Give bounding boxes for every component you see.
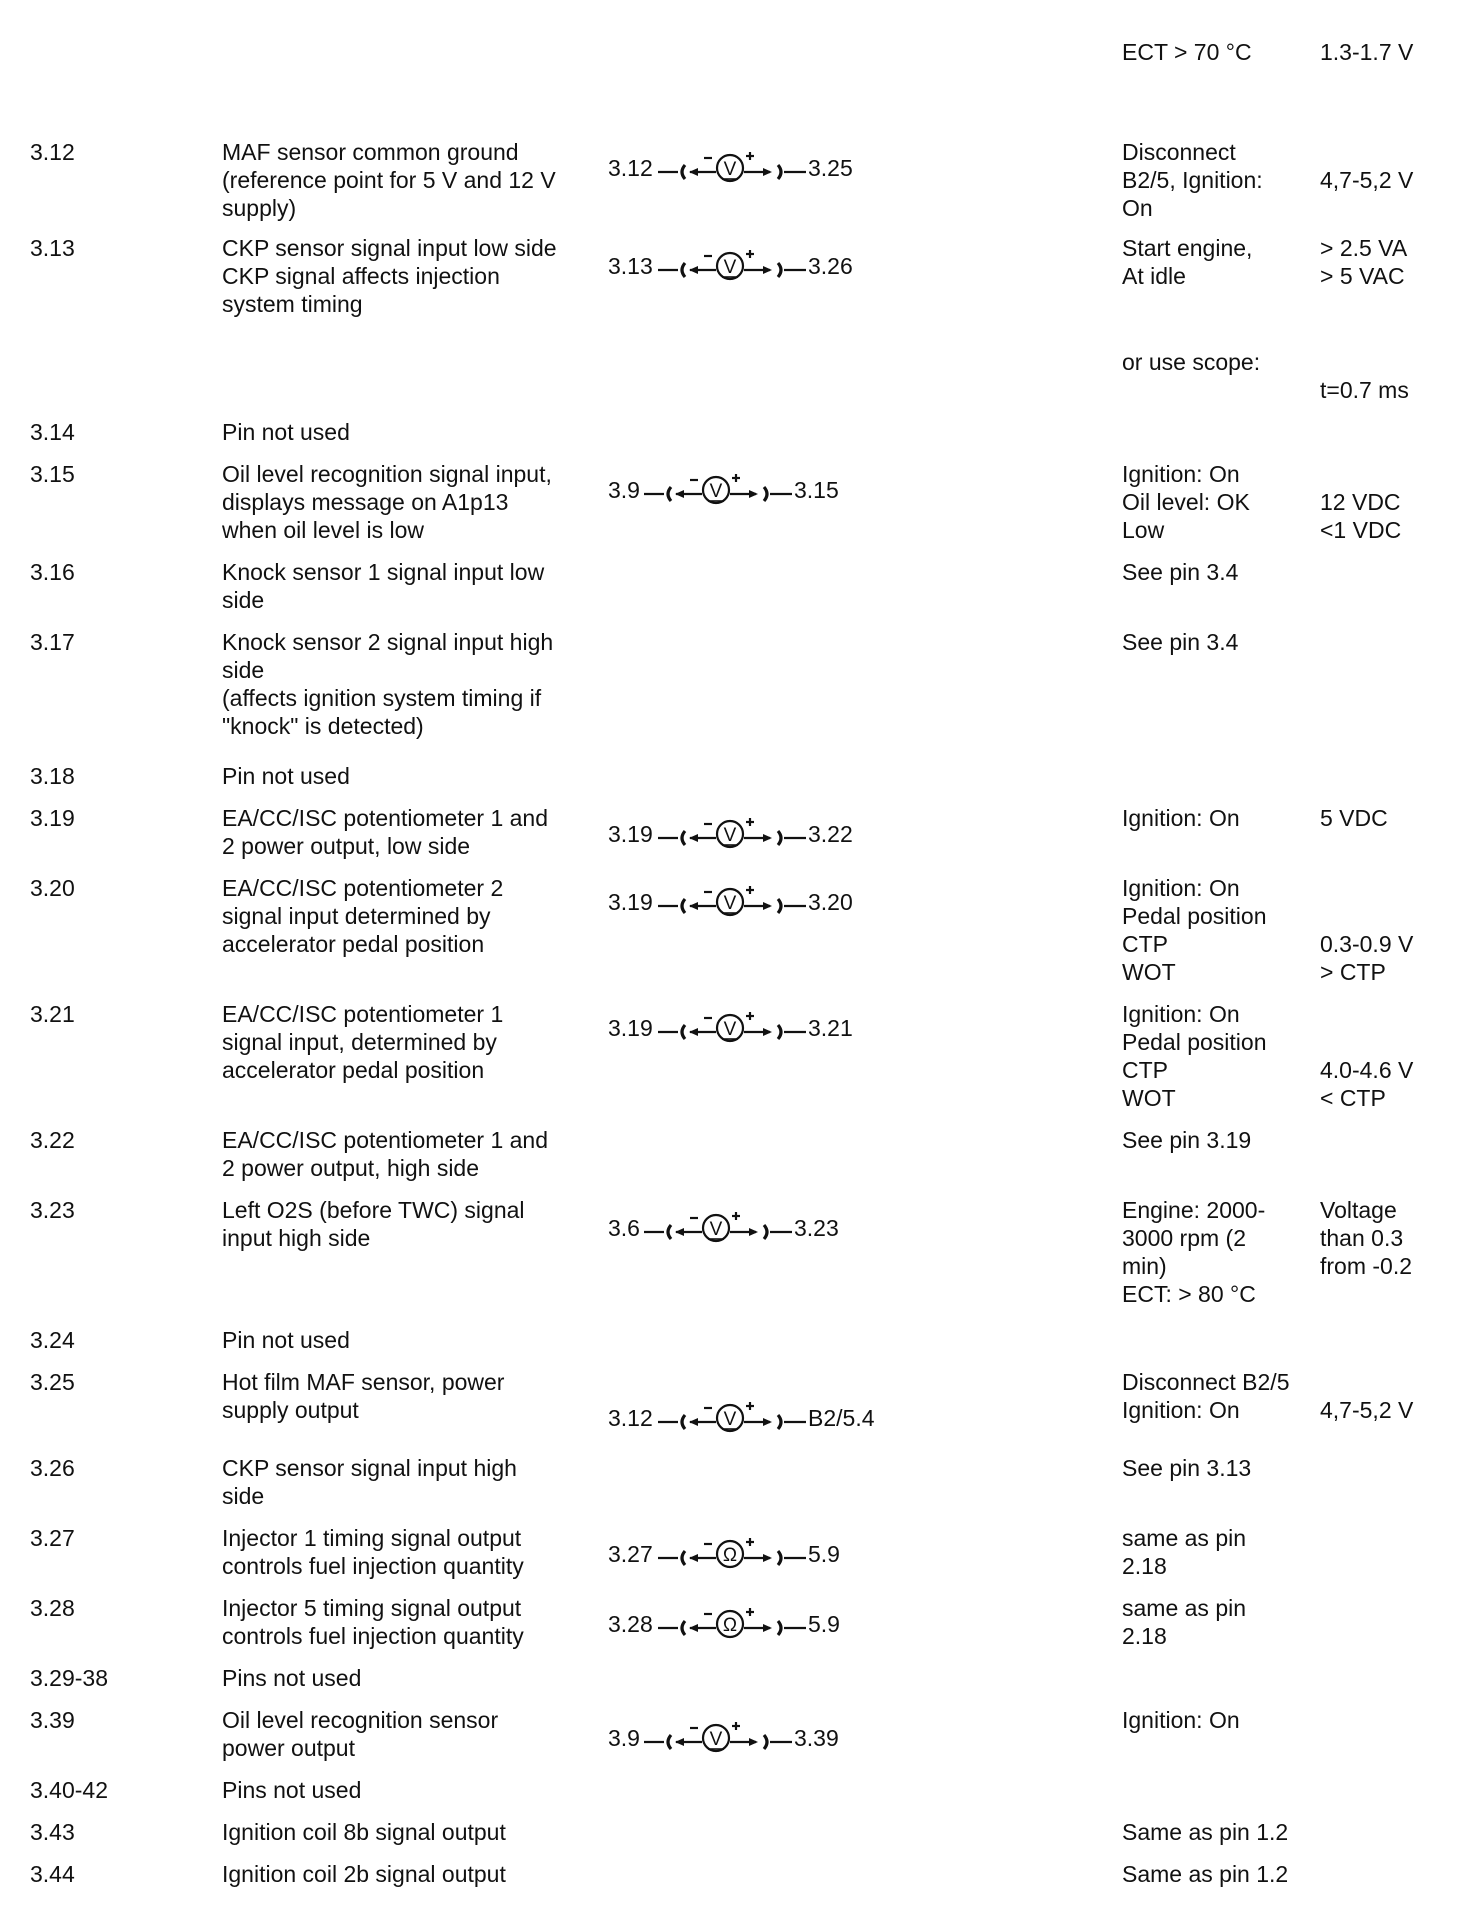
diagram-from-pin: 3.28 <box>608 1611 653 1637</box>
diagram-from-pin: 3.12 <box>608 155 653 181</box>
pin-description <box>222 762 602 790</box>
condition-line: WOT <box>1122 1085 1176 1111</box>
description-line: signal input, determined by <box>222 1029 497 1055</box>
description-line: controls fuel injection quantity <box>222 1623 524 1649</box>
nominal-value <box>1320 460 1472 544</box>
condition-line: Disconnect B2/5 <box>1122 1369 1290 1395</box>
test-condition <box>1122 1524 1312 1580</box>
pin-number: 3.14 <box>30 419 75 445</box>
description-line: supply output <box>222 1397 359 1423</box>
svg-text:Ω: Ω <box>722 1615 738 1636</box>
condition-line: or use scope: <box>1122 349 1261 375</box>
test-condition <box>1122 234 1312 290</box>
nominal-value <box>1320 138 1472 194</box>
diagram-to-pin: 3.23 <box>794 1215 839 1241</box>
test-condition <box>1122 1196 1312 1308</box>
condition-line: Ignition: On <box>1122 1001 1240 1027</box>
description-line: Pins not used <box>222 1665 362 1691</box>
diagram-from-pin: 3.27 <box>608 1541 653 1567</box>
condition-line: Oil level: OK <box>1122 489 1250 515</box>
nominal-value <box>1320 1368 1472 1424</box>
value-line: 4,7-5,2 V <box>1320 1397 1414 1423</box>
test-condition <box>1122 804 1312 832</box>
nominal-value <box>1320 804 1472 832</box>
pin-description <box>222 418 602 446</box>
description-line: "knock" is detected) <box>222 713 424 739</box>
description-line: MAF sensor common ground <box>222 139 519 165</box>
condition-line: WOT <box>1122 959 1176 985</box>
svg-text:V: V <box>723 257 737 278</box>
measurement-diagram <box>608 1008 938 1048</box>
pin-description <box>222 804 602 860</box>
svg-text:V: V <box>709 1729 723 1750</box>
value-line <box>1320 1028 1472 1056</box>
description-line: EA/CC/ISC potentiometer 1 and <box>222 805 548 831</box>
condition-line: B2/5, Ignition: <box>1122 167 1263 193</box>
pin-description <box>222 1706 602 1762</box>
pin-number: 3.19 <box>30 805 75 831</box>
pin-number: 3.20 <box>30 875 75 901</box>
pin-description <box>222 1524 602 1580</box>
condition-line: CTP <box>1122 1057 1168 1083</box>
condition-line: Pedal position <box>1122 903 1267 929</box>
description-line: CKP sensor signal input low side <box>222 235 557 261</box>
value-line: from -0.2 <box>1320 1253 1413 1279</box>
condition-line: Disconnect <box>1122 139 1236 165</box>
description-line: CKP sensor signal input high <box>222 1455 517 1481</box>
pin-description <box>222 1860 602 1888</box>
pin-number: 3.21 <box>30 1001 75 1027</box>
description-line: Oil level recognition sensor <box>222 1707 499 1733</box>
measurement-diagram <box>608 1208 938 1248</box>
pin-description <box>222 234 602 318</box>
diagram-to-pin: 5.9 <box>808 1611 840 1637</box>
test-condition <box>1122 1454 1312 1482</box>
description-line: signal input determined by <box>222 903 491 929</box>
description-line: input high side <box>222 1225 371 1251</box>
condition-line: See pin 3.4 <box>1122 559 1239 585</box>
pin-number: 3.18 <box>30 763 75 789</box>
description-line: accelerator pedal position <box>222 1057 485 1083</box>
condition-line: 2.18 <box>1122 1623 1167 1649</box>
description-line: Injector 1 timing signal output <box>222 1525 522 1551</box>
condition-line: On <box>1122 195 1153 221</box>
diagram-to-pin: 3.15 <box>794 477 839 503</box>
description-line: accelerator pedal position <box>222 931 485 957</box>
value-line: > 2.5 VA <box>1320 235 1408 261</box>
pin-number: 3.24 <box>30 1327 75 1353</box>
description-line: 2 power output, low side <box>222 833 471 859</box>
nominal-value <box>1320 1000 1472 1112</box>
condition-line: Same as pin 1.2 <box>1122 1819 1289 1845</box>
svg-text:V: V <box>709 1219 723 1240</box>
pin-description <box>222 1454 602 1510</box>
pin-number: 3.17 <box>30 629 75 655</box>
pin-description <box>222 874 602 958</box>
pin-number: 3.29-38 <box>30 1665 109 1691</box>
nominal-value <box>1320 874 1472 986</box>
pin-number: 3.26 <box>30 1455 75 1481</box>
svg-text:V: V <box>723 1409 737 1430</box>
pin-description <box>222 460 602 544</box>
test-condition <box>1122 460 1312 544</box>
condition-line: Ignition: On <box>1122 805 1240 831</box>
value-line: 5 VDC <box>1320 805 1388 831</box>
condition-line: Ignition: On <box>1122 875 1240 901</box>
pin-description <box>222 628 602 740</box>
pin-description <box>222 1196 602 1252</box>
value-line: 0.3-0.9 V <box>1320 931 1414 957</box>
condition-line: See pin 3.19 <box>1122 1127 1252 1153</box>
test-condition <box>1122 138 1312 222</box>
condition-line: See pin 3.4 <box>1122 629 1239 655</box>
description-line: Knock sensor 2 signal input high <box>222 629 554 655</box>
measurement-diagram <box>608 882 938 922</box>
measurement-diagram <box>608 1718 938 1758</box>
test-condition <box>1122 558 1312 586</box>
description-line: side <box>222 587 265 613</box>
test-condition <box>1122 348 1312 376</box>
nominal-value <box>1320 234 1472 290</box>
description-line: Ignition coil 8b signal output <box>222 1819 506 1845</box>
diagram-to-pin: 3.21 <box>808 1015 853 1041</box>
value-line: Voltage <box>1320 1197 1397 1223</box>
value-line: 4,7-5,2 V <box>1320 167 1414 193</box>
condition-line: 3000 rpm (2 <box>1122 1225 1247 1251</box>
condition-line: min) <box>1122 1253 1167 1279</box>
test-condition <box>1122 1706 1312 1734</box>
description-line: Ignition coil 2b signal output <box>222 1861 506 1887</box>
svg-text:Ω: Ω <box>722 1545 738 1566</box>
description-line: Left O2S (before TWC) signal <box>222 1197 525 1223</box>
description-line: side <box>222 657 265 683</box>
pin-description <box>222 1594 602 1650</box>
condition-line: See pin 3.13 <box>1122 1455 1252 1481</box>
pin-number: 3.44 <box>30 1861 75 1887</box>
pin-description <box>222 1326 602 1354</box>
description-line: (reference point for 5 V and 12 V <box>222 167 556 193</box>
description-line: Pin not used <box>222 1327 350 1353</box>
description-line: power output <box>222 1735 355 1761</box>
pin-description <box>222 1664 602 1692</box>
pin-description <box>222 1368 602 1424</box>
pin-number: 3.16 <box>30 559 75 585</box>
description-line: Oil level recognition signal input, <box>222 461 552 487</box>
condition-line: ECT: > 80 °C <box>1122 1281 1256 1307</box>
value-line: than 0.3 <box>1320 1225 1404 1251</box>
diagram-from-pin: 3.19 <box>608 889 653 915</box>
test-condition <box>1122 1594 1312 1650</box>
measurement-diagram <box>608 148 938 188</box>
value-line <box>1320 1000 1472 1028</box>
description-line: EA/CC/ISC potentiometer 2 <box>222 875 504 901</box>
value-line <box>1320 348 1472 376</box>
test-condition <box>1122 1126 1312 1154</box>
description-line: EA/CC/ISC potentiometer 1 and <box>222 1127 548 1153</box>
diagram-from-pin: 3.13 <box>608 253 653 279</box>
value-line: > CTP <box>1320 959 1386 985</box>
description-line: (affects ignition system timing if <box>222 685 542 711</box>
diagram-from-pin: 3.12 <box>608 1405 653 1431</box>
description-line: EA/CC/ISC potentiometer 1 <box>222 1001 504 1027</box>
diagram-from-pin: 3.19 <box>608 821 653 847</box>
test-condition <box>1122 1368 1312 1424</box>
condition-line: At idle <box>1122 263 1186 289</box>
condition-line: Ignition: On <box>1122 461 1240 487</box>
pin-number: 3.40-42 <box>30 1777 109 1803</box>
condition-line: Same as pin 1.2 <box>1122 1861 1289 1887</box>
measurement-diagram <box>608 1534 938 1574</box>
pin-number: 3.22 <box>30 1127 75 1153</box>
condition-line: Start engine, <box>1122 235 1253 261</box>
condition-line: Low <box>1122 517 1165 543</box>
svg-text:V: V <box>709 481 723 502</box>
pin-description <box>222 1126 602 1182</box>
condition-line: Engine: 2000- <box>1122 1197 1266 1223</box>
description-line: Pin not used <box>222 419 350 445</box>
condition-line: Ignition: On <box>1122 1707 1240 1733</box>
value-line: < CTP <box>1320 1085 1386 1111</box>
value-line: 12 VDC <box>1320 489 1401 515</box>
diagram-to-pin: B2/5.4 <box>808 1405 875 1431</box>
value-line <box>1320 902 1472 930</box>
condition-line: CTP <box>1122 931 1168 957</box>
pin-number: 3.23 <box>30 1197 75 1223</box>
value-line: > 5 VAC <box>1320 263 1405 289</box>
test-condition <box>1122 628 1312 656</box>
measurement-diagram <box>608 1398 938 1438</box>
svg-text:V: V <box>723 893 737 914</box>
pin-description <box>222 1000 602 1084</box>
description-line: Injector 5 timing signal output <box>222 1595 522 1621</box>
nominal-value <box>1320 1196 1472 1280</box>
description-line: supply) <box>222 195 297 221</box>
svg-text:V: V <box>723 825 737 846</box>
diagram-to-pin: 3.26 <box>808 253 853 279</box>
condition-line: same as pin <box>1122 1595 1247 1621</box>
condition-line: 2.18 <box>1122 1553 1167 1579</box>
pin-number: 3.12 <box>30 139 75 165</box>
description-line: CKP signal affects injection <box>222 263 500 289</box>
test-condition <box>1122 1860 1312 1888</box>
measurement-diagram <box>608 470 938 510</box>
diagram-to-pin: 5.9 <box>808 1541 840 1567</box>
measurement-diagram <box>608 1604 938 1644</box>
svg-text:V: V <box>723 159 737 180</box>
description-line: Pin not used <box>222 763 350 789</box>
value-line <box>1320 138 1472 166</box>
diagram-from-pin: 3.9 <box>608 477 640 503</box>
description-line: side <box>222 1483 265 1509</box>
value-line: <1 VDC <box>1320 517 1402 543</box>
top-condition: ECT > 70 °C <box>1122 39 1252 65</box>
description-line: Knock sensor 1 signal input low <box>222 559 545 585</box>
top-value: 1.3-1.7 V <box>1320 39 1414 65</box>
test-condition <box>1122 1818 1312 1846</box>
pin-number: 3.15 <box>30 461 75 487</box>
diagram-to-pin: 3.22 <box>808 821 853 847</box>
value-line <box>1320 1368 1472 1396</box>
value-line <box>1320 460 1472 488</box>
condition-line: Ignition: On <box>1122 1397 1240 1423</box>
measurement-diagram <box>608 814 938 854</box>
pin-description <box>222 138 602 222</box>
value-line: t=0.7 ms <box>1320 377 1409 403</box>
measurement-diagram <box>608 246 938 286</box>
pin-description <box>222 1776 602 1804</box>
description-line: Hot film MAF sensor, power <box>222 1369 505 1395</box>
pin-number: 3.43 <box>30 1819 75 1845</box>
diagram-from-pin: 3.6 <box>608 1215 640 1241</box>
description-line: Pins not used <box>222 1777 362 1803</box>
description-line: when oil level is low <box>222 517 424 543</box>
pin-number: 3.25 <box>30 1369 75 1395</box>
diagram-to-pin: 3.20 <box>808 889 853 915</box>
pin-number: 3.39 <box>30 1707 75 1733</box>
diagram-from-pin: 3.19 <box>608 1015 653 1041</box>
test-condition <box>1122 1000 1312 1112</box>
pin-description <box>222 558 602 614</box>
value-line: 4.0-4.6 V <box>1320 1057 1414 1083</box>
pin-number: 3.27 <box>30 1525 75 1551</box>
description-line: displays message on A1p13 <box>222 489 509 515</box>
condition-line: same as pin <box>1122 1525 1247 1551</box>
pin-number: 3.28 <box>30 1595 75 1621</box>
description-line: controls fuel injection quantity <box>222 1553 524 1579</box>
nominal-value <box>1320 348 1472 404</box>
diagram-to-pin: 3.25 <box>808 155 853 181</box>
condition-line: Pedal position <box>1122 1029 1267 1055</box>
pin-number: 3.13 <box>30 235 75 261</box>
test-condition <box>1122 874 1312 986</box>
svg-text:V: V <box>723 1019 737 1040</box>
pin-description <box>222 1818 602 1846</box>
diagram-to-pin: 3.39 <box>794 1725 839 1751</box>
diagram-from-pin: 3.9 <box>608 1725 640 1751</box>
description-line: system timing <box>222 291 363 317</box>
value-line <box>1320 874 1472 902</box>
description-line: 2 power output, high side <box>222 1155 480 1181</box>
